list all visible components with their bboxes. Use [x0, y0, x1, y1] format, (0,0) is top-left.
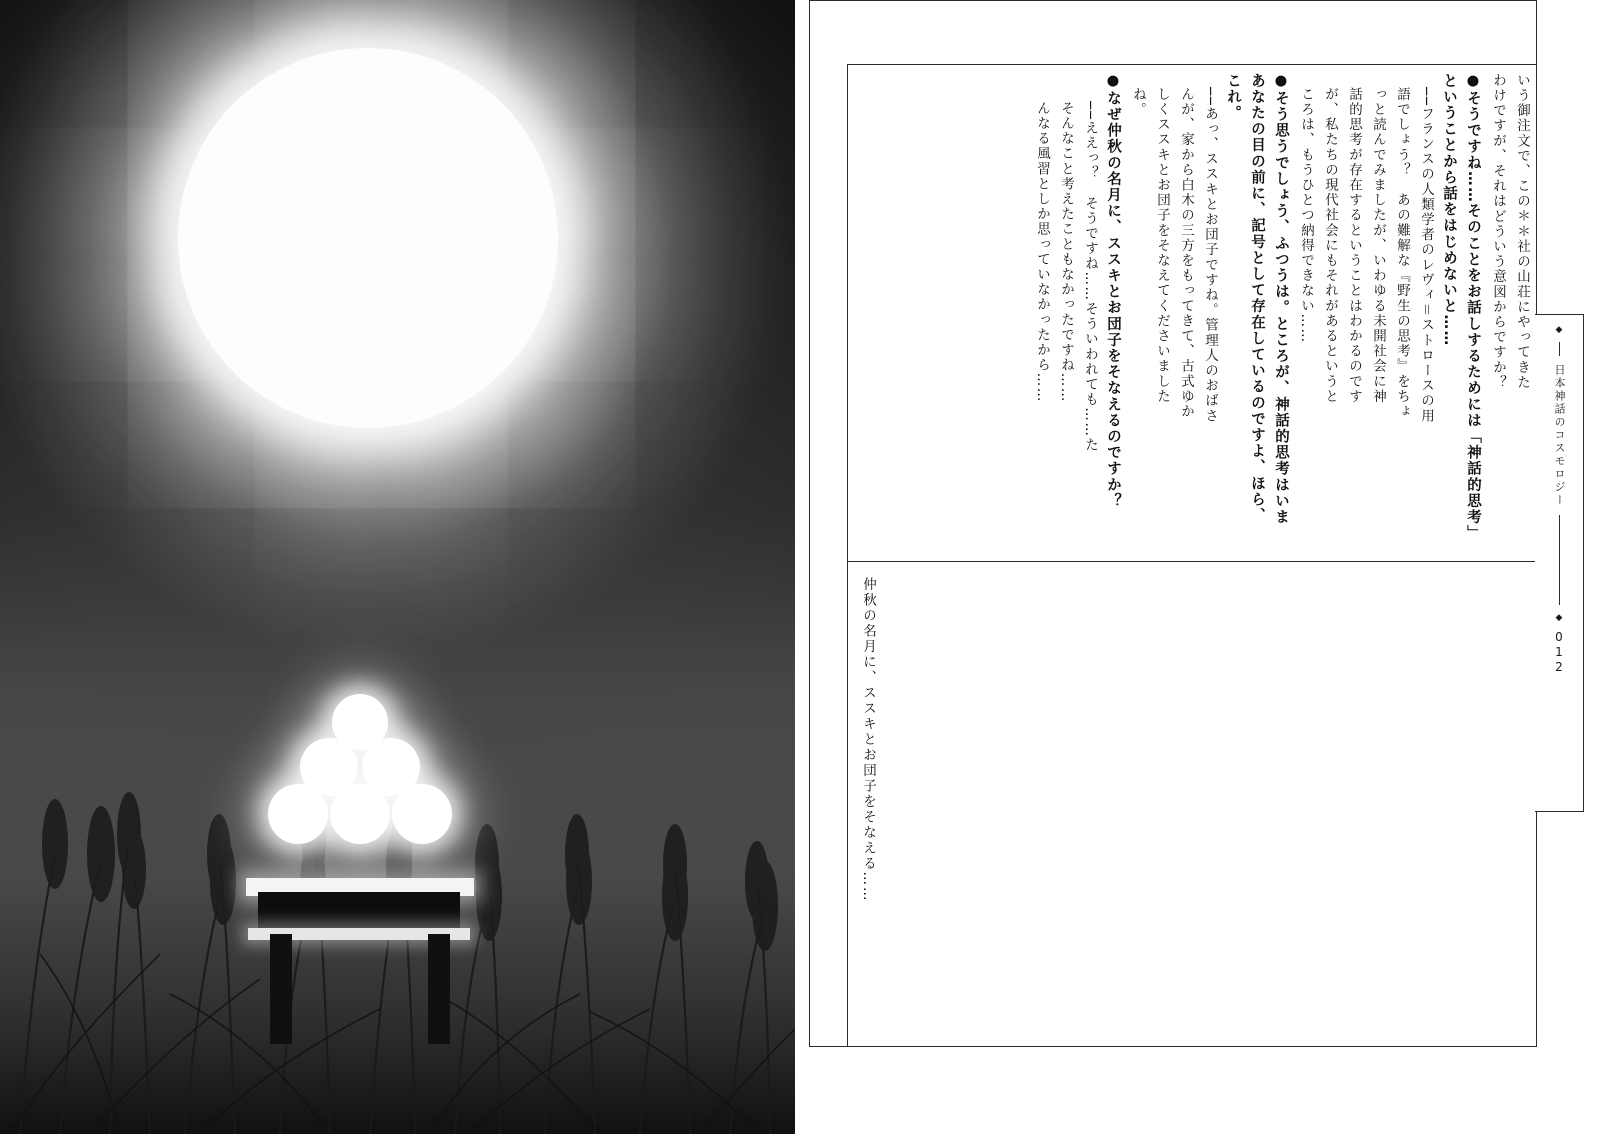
- body-column: ね。: [1130, 87, 1146, 118]
- body-column: しくススキとお団子をそなえてくださいました: [1154, 87, 1170, 405]
- sanpo-leg-right: [428, 934, 450, 1044]
- body-column: あなたの目の前に、記号として存在しているのですよ、ほら、: [1249, 73, 1265, 524]
- page-frame: [809, 0, 1537, 1047]
- body-column: ころは、もうひとつ納得できない……: [1298, 87, 1314, 344]
- book-title: 日本神話のコスモロジー: [1553, 364, 1566, 507]
- body-column: んが、家から白木の三方をもってきて、古式ゆか: [1178, 87, 1194, 420]
- body-column: 語でしょう？ あの難解な『野生の思考』をちょ: [1394, 87, 1410, 420]
- body-column: ●そう思うでしょう、ふつうは。ところが、神話的思考はいま: [1273, 73, 1289, 526]
- figure-caption: 仲秋の名月に、ススキとお団子をそなえる……: [860, 577, 876, 903]
- sanpo-leg-left: [270, 934, 292, 1044]
- body-column: ──ええっ？ そうですね……そういわれても……た: [1082, 101, 1098, 453]
- illustration-page: [0, 0, 795, 1134]
- frame-rule-vertical: [847, 64, 848, 1046]
- body-column: ●なぜ仲秋の名月に、ススキとお団子をそなえるのですか？: [1105, 73, 1121, 510]
- running-head-tab: [1535, 314, 1584, 812]
- page-number: 012: [1552, 630, 1566, 675]
- body-column: わけですが、それはどういう意図からですか？: [1490, 73, 1506, 391]
- figure-caption-block: [858, 577, 908, 1017]
- running-head-content: [1535, 315, 1583, 811]
- tab-rule-middle: [1559, 515, 1560, 605]
- body-column: 話的思考が存在するということはわかるのです: [1346, 87, 1362, 405]
- frame-rule-middle: [847, 561, 1536, 562]
- dango-bottom-right: [392, 784, 452, 844]
- body-column: が、私たちの現代社会にもそれがあるというと: [1322, 87, 1338, 405]
- diamond-icon-lower: ◆: [1555, 612, 1563, 622]
- tab-rule-top: [1559, 342, 1560, 356]
- dango-bottom-center: [330, 784, 390, 844]
- sanpo-body: [258, 892, 460, 930]
- dango-bottom-left: [268, 784, 328, 844]
- frame-rule-top: [847, 64, 1536, 65]
- body-column: そんなこと考えたこともなかったですね……: [1058, 101, 1074, 403]
- body-text-block: [858, 73, 1528, 553]
- body-column: これ。: [1225, 73, 1241, 122]
- body-column: ●そうですね……そのことをお話しするためには「神話的思考」: [1465, 73, 1481, 542]
- moon-icon: [178, 48, 558, 428]
- text-page: [795, 0, 1600, 1134]
- body-column: ──あっ、ススキとお団子ですね。管理人のおばさ: [1202, 87, 1218, 424]
- body-column: っと読んでみましたが、いわゆる未開社会に神: [1370, 87, 1386, 405]
- dango-offering: [240, 694, 480, 954]
- body-column: んなる風習としか思っていなかったから……: [1034, 101, 1050, 403]
- body-column: ということから話をはじめないと……: [1441, 73, 1457, 347]
- body-column: いう御注文で、この＊＊社の山荘にやってきた: [1514, 73, 1530, 391]
- diamond-icon: ◆: [1555, 324, 1563, 334]
- body-column: ──フランスの人類学者のレヴィ＝ストロースの用: [1418, 87, 1434, 424]
